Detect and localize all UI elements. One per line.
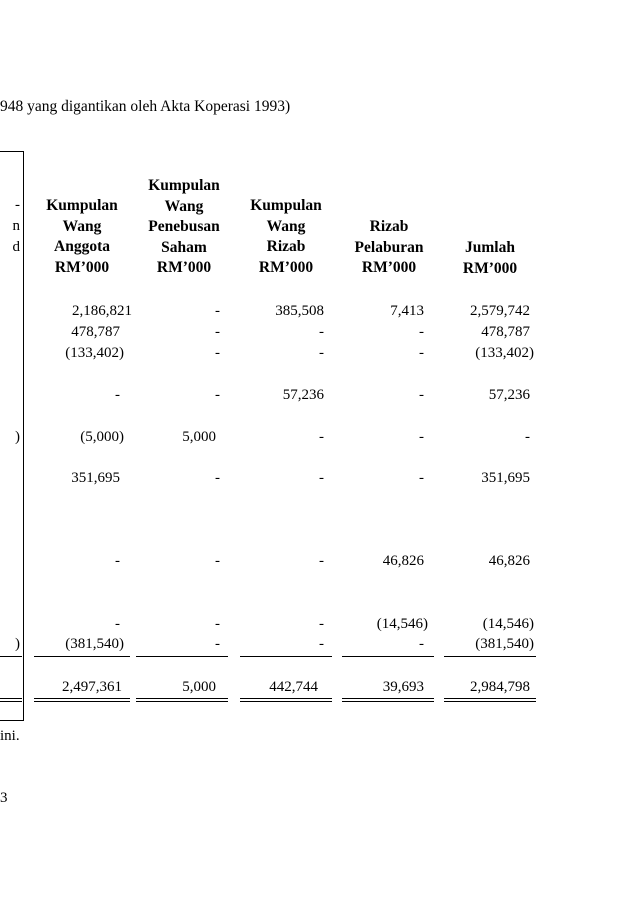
table-cell: - [319,553,324,569]
table-cell: - [215,616,220,632]
total-double-rule [342,698,434,702]
clipped-row-char: ) [15,636,20,652]
subtotal-rule [444,656,536,657]
table-cell: - [215,387,220,403]
table-cell: - [215,470,220,486]
total-cell: 442,744 [269,679,318,695]
clipped-header-char: - [15,197,20,213]
table-cell: 351,695 [71,470,120,486]
table-cell: 385,508 [275,303,324,319]
table-cell: (14,546) [376,616,428,632]
table-cell: (5,000) [80,429,124,445]
table-cell: - [419,470,424,486]
table-cell: 57,236 [282,387,324,403]
table-cell: - [319,324,324,340]
table-cell: (381,540) [65,636,124,652]
table-cell: - [115,553,120,569]
table-cell: - [419,636,424,652]
table-cell: 478,787 [481,324,530,340]
table-cell: - [215,636,220,652]
total-cell: 5,000 [182,679,216,695]
table-cell: - [115,387,120,403]
table-cell: - [215,345,220,361]
table-cell: - [419,429,424,445]
table-cell: - [319,470,324,486]
table-cell: 2,186,821 [72,303,132,319]
page-number-fragment: 3 [0,790,8,806]
table-cell: 46,826 [488,553,530,569]
subtotal-rule [0,656,22,657]
clipped-header-char: d [12,239,20,255]
table-cell: 46,826 [382,553,424,569]
table-cell: - [215,324,220,340]
total-double-rule [136,698,228,702]
table-cell: 478,787 [71,324,120,340]
table-cell: - [419,387,424,403]
clipped-row-char: ) [15,429,20,445]
table-cell: - [319,345,324,361]
total-double-rule [34,698,130,702]
column-header-kumpulan-wang-anggota: Kumpulan Wang Anggota RM’000 [46,197,118,276]
table-cell: - [215,553,220,569]
table-cell: (381,540) [475,636,534,652]
table-cell: (133,402) [65,345,124,361]
column-header-kumpulan-wang-penebusan-saham: Kumpulan Wang Penebusan Saham RM’000 [148,177,220,276]
table-cell: - [319,429,324,445]
table-cell: - [319,616,324,632]
table-cell: - [115,616,120,632]
table-cell: (133,402) [475,345,534,361]
total-cell: 2,497,361 [62,679,122,695]
table-cell: - [525,429,530,445]
table-cell: - [319,636,324,652]
table-cell: 2,579,742 [470,303,530,319]
table-cell: - [215,303,220,319]
table-cell: 57,236 [488,387,530,403]
total-double-rule [0,698,22,702]
subtotal-rule [136,656,228,657]
clipped-header-char: n [12,218,20,234]
table-cell: - [419,345,424,361]
table-cell: - [419,324,424,340]
table-cell: 5,000 [182,429,216,445]
column-header-rizab-pelaburan: Rizab Pelaburan RM’000 [354,218,424,276]
total-cell: 2,984,798 [470,679,530,695]
table-cell: (14,546) [482,616,534,632]
column-header-jumlah: Jumlah RM’000 [462,239,518,277]
total-double-rule [240,698,332,702]
subtotal-rule [342,656,434,657]
table-cell: 7,413 [390,303,424,319]
statement-heading-fragment: 948 yang digantikan oleh Akta Koperasi 1993) [0,98,291,115]
column-header-kumpulan-wang-rizab: Kumpulan Wang Rizab RM’000 [250,197,322,276]
subtotal-rule [240,656,332,657]
footnote-fragment: ini. [0,728,20,744]
total-cell: 39,693 [382,679,424,695]
table-cell: 351,695 [481,470,530,486]
subtotal-rule [34,656,130,657]
total-double-rule [444,698,536,702]
